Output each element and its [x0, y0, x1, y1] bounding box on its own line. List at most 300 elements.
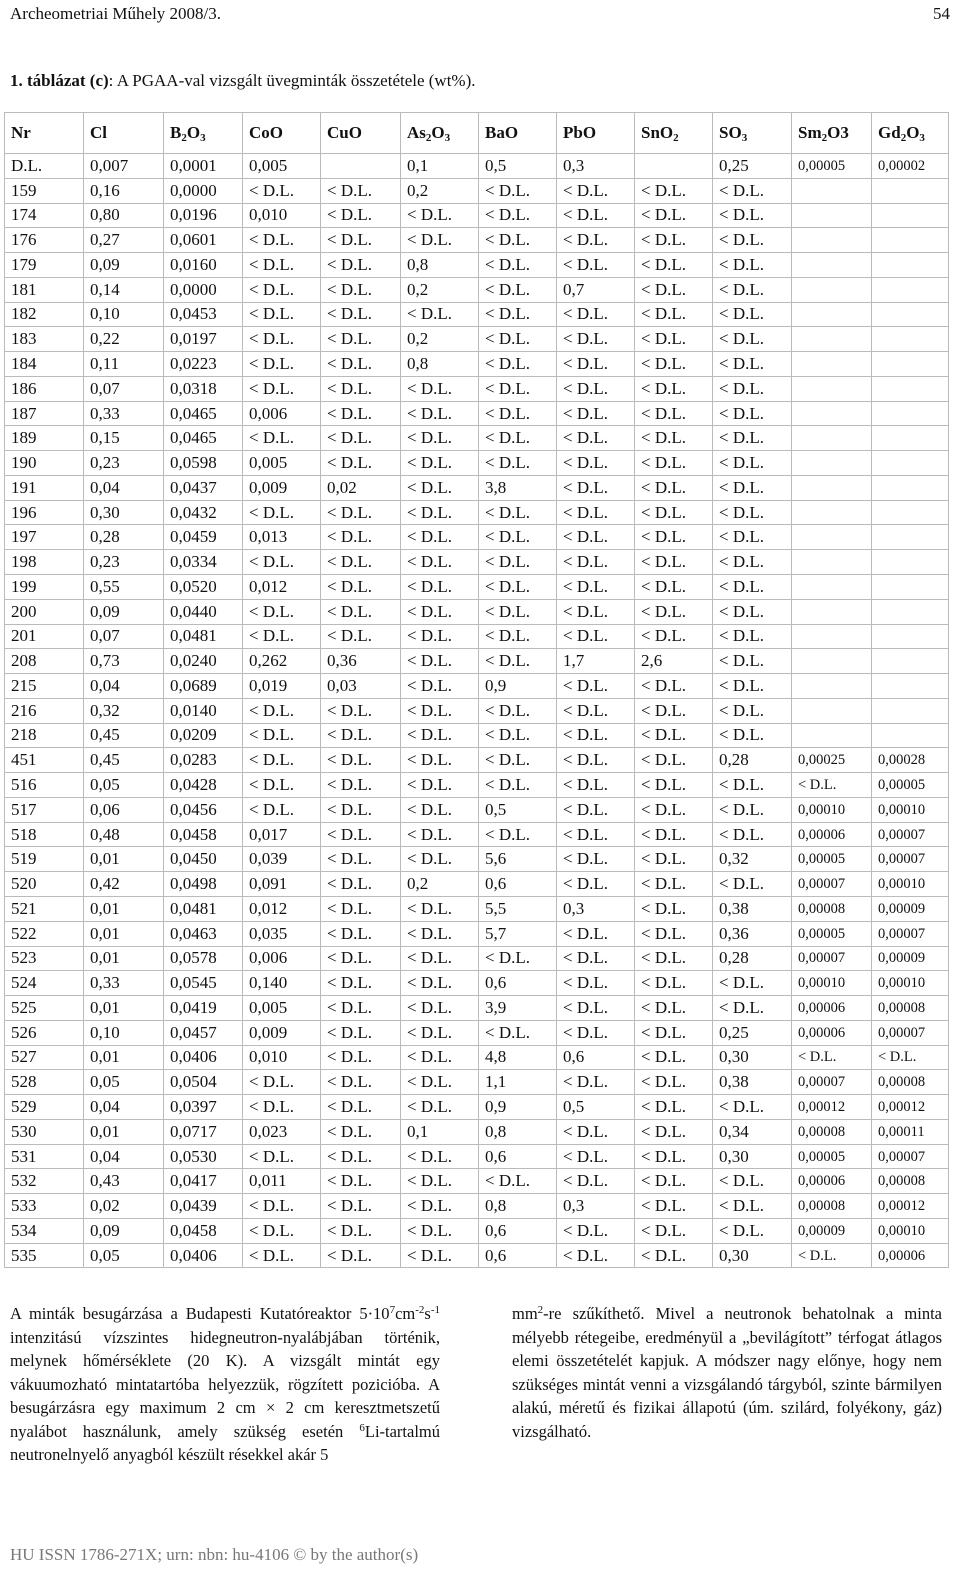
table-cell [635, 154, 713, 179]
table-cell: < D.L. [401, 698, 479, 723]
table-cell: < D.L. [321, 1243, 401, 1268]
table-cell: < D.L. [479, 723, 557, 748]
table-cell: 0,33 [84, 971, 164, 996]
paragraph-text: -re szűkíthető. Mivel a neutronok behatolnak a minta mélyebb rétegeibe, eredményül a „bevilágított” térfogat átlagos elemi összetételét kapjuk. A módszer nagy előnye, hogy nem szükséges mintát venni a vizsgálandó tárgyból, szinte bármilyen alakú, méretű és fizikai állapotú (úm. szilárd, folyékony, gáz) vizsgálható. [512, 1304, 942, 1441]
table-cell: < D.L. [321, 550, 401, 575]
table-row [5, 1070, 949, 1095]
table-cell: < D.L. [713, 475, 792, 500]
table-cell: 0,45 [84, 748, 164, 773]
table-row [5, 847, 949, 872]
table-cell: 0,00006 [792, 1020, 872, 1045]
table-cell [872, 253, 949, 278]
table-cell: 187 [5, 401, 84, 426]
table-cell: < D.L. [557, 872, 635, 897]
table-cell: 0,2 [401, 178, 479, 203]
paragraph-text: intenzitású vízszintes hidegneutron-nyalábjában történik, melynek hőmérséklete (20 K). A vizsgált mintát egy vákuumozható mintatartóba helyezzük, rögzített pozicióba. A besugárzásra egy maximum 2 cm × 2 cm keresztmetszetű nyalábot használunk, amely szükség esetén [10, 1327, 440, 1441]
table-cell: < D.L. [401, 1218, 479, 1243]
table-cell: < D.L. [321, 896, 401, 921]
table-cell: < D.L. [479, 1020, 557, 1045]
table-cell: 181 [5, 277, 84, 302]
table-cell: 0,012 [243, 896, 321, 921]
table-cell: < D.L. [243, 624, 321, 649]
table-cell: < D.L. [243, 352, 321, 377]
table-cell: 0,0001 [164, 154, 243, 179]
table-cell: < D.L. [635, 698, 713, 723]
table-cell: 5,5 [479, 896, 557, 921]
table-cell: 0,00010 [872, 797, 949, 822]
table-cell: < D.L. [635, 822, 713, 847]
table-cell: < D.L. [401, 500, 479, 525]
table-cell: < D.L. [479, 773, 557, 798]
table-cell: 451 [5, 748, 84, 773]
table-cell: 0,0196 [164, 203, 243, 228]
table-row [5, 1119, 949, 1144]
table-cell [792, 302, 872, 327]
table-cell: < D.L. [635, 1070, 713, 1095]
table-cell: 0,00005 [792, 847, 872, 872]
table-row [5, 228, 949, 253]
table-cell: < D.L. [243, 723, 321, 748]
table-cell: 182 [5, 302, 84, 327]
table-cell: 0,04 [84, 1144, 164, 1169]
table-cell: 0,1 [401, 154, 479, 179]
table-cell: 0,09 [84, 599, 164, 624]
table-cell: < D.L. [401, 575, 479, 600]
table-cell: 0,00012 [872, 1095, 949, 1120]
table-cell: < D.L. [557, 500, 635, 525]
formula-text: s [424, 1304, 431, 1323]
table-cell: 0,25 [713, 154, 792, 179]
table-cell: 0,007 [84, 154, 164, 179]
table-cell: < D.L. [713, 302, 792, 327]
paragraph-text: Li-tartalmú neutronelnyelő anyagból készült résekkel akár 5 [10, 1421, 440, 1464]
table-cell: < D.L. [479, 327, 557, 352]
table-cell [792, 575, 872, 600]
table-cell: 0,0465 [164, 426, 243, 451]
table-cell [872, 327, 949, 352]
table-cell: < D.L. [713, 599, 792, 624]
table-cell: 0,6 [479, 1243, 557, 1268]
table-cell: 0,0463 [164, 921, 243, 946]
table-cell: 0,6 [479, 872, 557, 897]
table-cell: 0,0498 [164, 872, 243, 897]
table-cell: < D.L. [401, 550, 479, 575]
header-text: SnO [641, 122, 674, 142]
table-cell: < D.L. [557, 203, 635, 228]
table-cell [872, 401, 949, 426]
table-cell: < D.L. [479, 401, 557, 426]
table-cell: < D.L. [635, 1119, 713, 1144]
table-cell: < D.L. [321, 327, 401, 352]
table-cell: 0,0545 [164, 971, 243, 996]
table-cell: 0,55 [84, 575, 164, 600]
table-cell [792, 599, 872, 624]
table-cell: 0,0209 [164, 723, 243, 748]
table-cell: < D.L. [401, 674, 479, 699]
table-cell: < D.L. [557, 1144, 635, 1169]
table-row [5, 872, 949, 897]
table-cell: 0,00005 [872, 773, 949, 798]
table-row [5, 302, 949, 327]
table-cell: < D.L. [635, 178, 713, 203]
table-cell: 0,09 [84, 253, 164, 278]
table-row [5, 154, 949, 179]
table-cell: 0,3 [557, 154, 635, 179]
table-cell: 0,36 [321, 649, 401, 674]
table-cell: 535 [5, 1243, 84, 1268]
table-cell: 0,00005 [792, 921, 872, 946]
header-text: O3 [827, 122, 849, 142]
table-row [5, 178, 949, 203]
table-cell: < D.L. [243, 1218, 321, 1243]
column-header [5, 113, 84, 154]
table-cell: < D.L. [557, 376, 635, 401]
table-cell: 0,00008 [792, 1194, 872, 1219]
table-cell: < D.L. [713, 203, 792, 228]
table-cell: < D.L. [401, 302, 479, 327]
table-cell: 0,00007 [872, 847, 949, 872]
column-header [84, 113, 164, 154]
table-cell: < D.L. [713, 1194, 792, 1219]
table-cell: 0,00006 [792, 822, 872, 847]
table-cell: < D.L. [243, 376, 321, 401]
column-header [401, 113, 479, 154]
table-cell: 184 [5, 352, 84, 377]
table-cell: < D.L. [321, 847, 401, 872]
table-row [5, 1020, 949, 1045]
table-cell: 4,8 [479, 1045, 557, 1070]
table-cell: < D.L. [479, 451, 557, 476]
table-cell: < D.L. [713, 1169, 792, 1194]
table-row [5, 797, 949, 822]
table-cell: < D.L. [713, 996, 792, 1021]
journal-title: Archeometriai Műhely 2008/3. [10, 4, 222, 23]
table-cell: 186 [5, 376, 84, 401]
table-cell: < D.L. [479, 253, 557, 278]
formula-text: 5·10 [359, 1304, 390, 1323]
table-cell: 2,6 [635, 649, 713, 674]
header-text: Sm [798, 122, 822, 142]
table-caption-text: : A PGAA-val vizsgált üvegminták összetétele (wt%). [108, 71, 476, 90]
table-cell: 208 [5, 649, 84, 674]
table-cell: < D.L. [713, 723, 792, 748]
table-cell: 0,00010 [872, 872, 949, 897]
table-cell: 0,14 [84, 277, 164, 302]
table-cell: 0,00006 [792, 1169, 872, 1194]
table-cell: < D.L. [635, 723, 713, 748]
table-row [5, 822, 949, 847]
table-row [5, 996, 949, 1021]
table-cell: 190 [5, 451, 84, 476]
table-cell: 521 [5, 896, 84, 921]
table-cell: 0,01 [84, 946, 164, 971]
table-cell: < D.L. [479, 426, 557, 451]
table-cell: < D.L. [557, 1218, 635, 1243]
table-cell [792, 475, 872, 500]
table-cell [792, 698, 872, 723]
table-row [5, 575, 949, 600]
table-cell: < D.L. [321, 748, 401, 773]
superscript: 7 [389, 1304, 396, 1316]
table-cell [872, 178, 949, 203]
header-text: Cl [90, 123, 107, 142]
table-cell: 0,0000 [164, 277, 243, 302]
header-text: Gd [878, 122, 901, 142]
header-subscript: 3 [741, 131, 748, 144]
table-cell: < D.L. [635, 1243, 713, 1268]
table-cell: 0,6 [557, 1045, 635, 1070]
table-cell: < D.L. [401, 1070, 479, 1095]
table-cell: < D.L. [321, 426, 401, 451]
table-cell: 0,38 [713, 1070, 792, 1095]
table-cell: < D.L. [557, 426, 635, 451]
table-cell: < D.L. [713, 1095, 792, 1120]
table-cell: < D.L. [243, 698, 321, 723]
table-cell: < D.L. [401, 376, 479, 401]
table-cell: 0,2 [401, 327, 479, 352]
table-row [5, 277, 949, 302]
table-cell: 0,04 [84, 674, 164, 699]
header-text: B [170, 122, 182, 142]
header-subscript: 2 [181, 131, 187, 144]
table-cell: < D.L. [557, 921, 635, 946]
table-cell: < D.L. [479, 575, 557, 600]
table-cell: 0,0458 [164, 1218, 243, 1243]
table-cell: < D.L. [321, 253, 401, 278]
table-cell: < D.L. [243, 1095, 321, 1120]
table-cell: < D.L. [792, 773, 872, 798]
table-body [5, 154, 949, 1268]
table-cell: 0,28 [713, 748, 792, 773]
table-cell: 0,00010 [872, 1218, 949, 1243]
table-cell: 0,73 [84, 649, 164, 674]
table-cell: 197 [5, 525, 84, 550]
table-cell: < D.L. [557, 996, 635, 1021]
table-cell [872, 475, 949, 500]
table-cell: < D.L. [713, 525, 792, 550]
table-row [5, 475, 949, 500]
table-cell: < D.L. [479, 500, 557, 525]
table-cell: 524 [5, 971, 84, 996]
table-cell: < D.L. [243, 327, 321, 352]
table-cell: 0,00007 [792, 946, 872, 971]
table-cell: < D.L. [243, 228, 321, 253]
table-cell: 0,140 [243, 971, 321, 996]
table-cell: 0,9 [479, 1095, 557, 1120]
table-cell: 0,00007 [872, 921, 949, 946]
table-cell: < D.L. [479, 748, 557, 773]
table-cell: 0,27 [84, 228, 164, 253]
table-cell: 0,7 [557, 277, 635, 302]
table-cell: 0,006 [243, 946, 321, 971]
table-row [5, 253, 949, 278]
table-cell: 0,0406 [164, 1243, 243, 1268]
table-cell: < D.L. [557, 847, 635, 872]
table-cell: < D.L. [321, 872, 401, 897]
table-cell: 0,05 [84, 1243, 164, 1268]
table-cell: 0,0504 [164, 1070, 243, 1095]
table-cell: < D.L. [479, 599, 557, 624]
header-text: As [407, 122, 426, 142]
table-cell: 530 [5, 1119, 84, 1144]
header-text: O [186, 122, 201, 142]
table-cell: 0,34 [713, 1119, 792, 1144]
table-caption [10, 71, 476, 91]
table-cell: 0,3 [557, 896, 635, 921]
table-cell [872, 426, 949, 451]
table-cell: 0,009 [243, 1020, 321, 1045]
table-cell [321, 154, 401, 179]
table-cell [872, 649, 949, 674]
table-cell: 0,019 [243, 674, 321, 699]
table-cell: < D.L. [635, 921, 713, 946]
table-cell: < D.L. [321, 599, 401, 624]
table-cell: 0,6 [479, 1218, 557, 1243]
header-text: CoO [249, 123, 283, 142]
header-text: SO [719, 122, 742, 142]
table-cell: < D.L. [243, 500, 321, 525]
table-cell: < D.L. [479, 302, 557, 327]
table-cell: < D.L. [557, 401, 635, 426]
table-cell [792, 525, 872, 550]
table-cell: < D.L. [635, 971, 713, 996]
header-text: O [906, 122, 920, 142]
table-cell: < D.L. [401, 1020, 479, 1045]
table-cell: 0,80 [84, 203, 164, 228]
table-cell [792, 550, 872, 575]
table-cell: < D.L. [479, 649, 557, 674]
table-cell: < D.L. [321, 921, 401, 946]
table-cell [872, 203, 949, 228]
table-cell: 0,30 [84, 500, 164, 525]
table-cell: 3,9 [479, 996, 557, 1021]
table-cell: < D.L. [401, 946, 479, 971]
table-cell: 0,16 [84, 178, 164, 203]
table-cell: < D.L. [713, 797, 792, 822]
table-cell: < D.L. [557, 674, 635, 699]
table-cell: < D.L. [479, 946, 557, 971]
table-cell: 0,22 [84, 327, 164, 352]
table-cell: 218 [5, 723, 84, 748]
table-row [5, 698, 949, 723]
table-cell [872, 228, 949, 253]
table-cell: 0,013 [243, 525, 321, 550]
table-cell: < D.L. [243, 302, 321, 327]
table-cell: < D.L. [321, 996, 401, 1021]
table-cell: < D.L. [243, 178, 321, 203]
table-cell: 0,0223 [164, 352, 243, 377]
table-cell: 0,9 [479, 674, 557, 699]
table-cell: < D.L. [243, 1070, 321, 1095]
body-text-left [10, 1302, 440, 1467]
table-cell: < D.L. [557, 748, 635, 773]
table-cell: < D.L. [635, 1194, 713, 1219]
table-cell: 0,10 [84, 302, 164, 327]
table-cell: < D.L. [479, 822, 557, 847]
table-cell: < D.L. [321, 1194, 401, 1219]
table-cell: 519 [5, 847, 84, 872]
table-cell: < D.L. [321, 302, 401, 327]
table-cell: < D.L. [557, 1070, 635, 1095]
table-cell: 0,0160 [164, 253, 243, 278]
header-text: PbO [563, 123, 597, 142]
table-cell: 520 [5, 872, 84, 897]
table-cell: < D.L. [401, 896, 479, 921]
table-cell: 529 [5, 1095, 84, 1120]
table-cell: 526 [5, 1020, 84, 1045]
table-cell: 0,00010 [792, 797, 872, 822]
table-cell: 0,0432 [164, 500, 243, 525]
column-header [792, 113, 872, 154]
table-cell: 0,010 [243, 203, 321, 228]
table-cell: 0,039 [243, 847, 321, 872]
table-cell: < D.L. [713, 624, 792, 649]
table-cell: < D.L. [635, 624, 713, 649]
table-cell [792, 624, 872, 649]
table-cell [872, 723, 949, 748]
table-cell [872, 302, 949, 327]
table-cell: < D.L. [479, 550, 557, 575]
column-header [479, 113, 557, 154]
table-cell [872, 575, 949, 600]
table-cell: < D.L. [713, 971, 792, 996]
table-cell: 0,0578 [164, 946, 243, 971]
table-cell: 0,00007 [872, 1144, 949, 1169]
table-cell: 0,00028 [872, 748, 949, 773]
table-cell: < D.L. [321, 773, 401, 798]
table-cell: < D.L. [635, 500, 713, 525]
table-header-row [5, 113, 949, 154]
table-cell: < D.L. [635, 1095, 713, 1120]
table-cell: 0,01 [84, 1119, 164, 1144]
table-cell: < D.L. [557, 971, 635, 996]
table-cell: 0,0453 [164, 302, 243, 327]
table-cell: < D.L. [557, 327, 635, 352]
table-cell: < D.L. [557, 475, 635, 500]
table-cell: 0,01 [84, 996, 164, 1021]
header-text: BaO [485, 123, 519, 142]
table-cell: < D.L. [401, 228, 479, 253]
table-row [5, 401, 949, 426]
table-cell: < D.L. [792, 1243, 872, 1268]
table-cell: < D.L. [713, 352, 792, 377]
table-cell: < D.L. [321, 277, 401, 302]
table-cell: < D.L. [635, 1218, 713, 1243]
table-cell [872, 352, 949, 377]
table-cell: 0,0457 [164, 1020, 243, 1045]
table-cell: < D.L. [557, 178, 635, 203]
table-cell: 0,5 [479, 797, 557, 822]
header-subscript: 3 [919, 131, 925, 144]
table-cell [872, 451, 949, 476]
table-row [5, 1169, 949, 1194]
table-cell: 0,010 [243, 1045, 321, 1070]
table-cell: < D.L. [401, 822, 479, 847]
table-cell: 0,0456 [164, 797, 243, 822]
table-cell: < D.L. [321, 822, 401, 847]
table-cell: 528 [5, 1070, 84, 1095]
table-cell: < D.L. [243, 253, 321, 278]
table-cell: < D.L. [321, 723, 401, 748]
table-cell: < D.L. [635, 1045, 713, 1070]
table-cell: 0,0240 [164, 649, 243, 674]
table-cell: < D.L. [479, 376, 557, 401]
table-cell: < D.L. [401, 723, 479, 748]
table-cell: 0,00012 [872, 1194, 949, 1219]
table-cell: < D.L. [557, 723, 635, 748]
table-cell: 0,6 [479, 1144, 557, 1169]
table-cell [872, 599, 949, 624]
